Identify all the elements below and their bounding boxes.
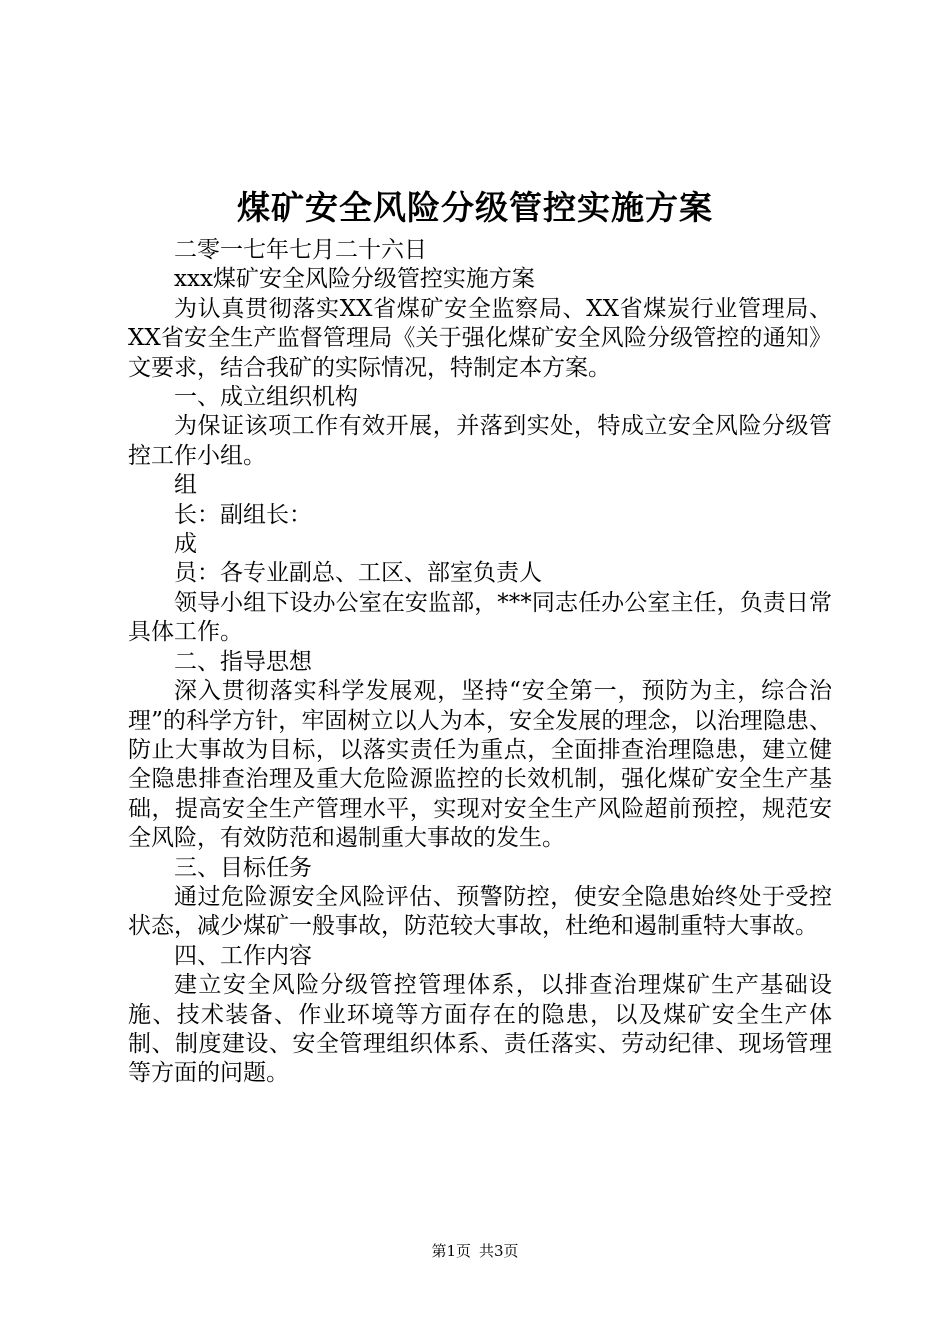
section-heading: 二、指导思想 [174,648,312,675]
document-subtitle: xxx煤矿安全风险分级管控实施方案 [174,266,535,293]
paragraph: 通过危险源安全风险评估、预警防控，使安全隐患始终处于受控状态，减少煤矿一般事故，防范较大事故，杜绝和遏制重特大事故。 [128,883,832,940]
document-date: 二零一七年七月二十六日 [174,237,427,263]
section-heading: 四、工作内容 [174,942,312,969]
document-title: 煤矿安全风险分级管控实施方案 [237,188,713,227]
page-footer [0,1241,950,1261]
page-total: 共3页 [479,1242,519,1260]
section-heading: 一、成立组织机构 [174,384,358,411]
page-number: 第1页 [431,1242,471,1260]
paragraph: 长：副组长： [174,501,312,528]
paragraph: 为保证该项工作有效开展，并落到实处，特成立安全风险分级管控工作小组。 [128,413,832,469]
paragraph: 为认真贯彻落实XX省煤矿安全监察局、XX省煤炭行业管理局、XX省安全生产监督管理局《关于强化煤矿安全风险分级管控的通知》文要求，结合我矿的实际情况，特制定本方案。 [128,295,832,381]
paragraph: 组 [174,472,197,499]
document-body [128,236,832,1089]
section-heading: 三、目标任务 [174,854,312,881]
paragraph: 领导小组下设办公室在安监部，***同志任办公室主任，负责日常具体工作。 [128,589,832,646]
paragraph: 建立安全风险分级管控管理体系，以排查治理煤矿生产基础设施、技术装备、作业环境等方面存在的隐患，以及煤矿安全生产体制、制度建设、安全管理组织体系、责任落实、劳动纪律、现场管理等方面的问题。 [128,972,832,1087]
paragraph: 深入贯彻落实科学发展观，坚持“安全第一，预防为主，综合治理”的科学方针，牢固树立以人为本，安全发展的理念，以治理隐患、防止大事故为目标，以落实责任为重点，全面排查治理隐患，建立健全隐患排查治理及重大危险源监控的长效机制，强化煤矿安全生产基础，提高安全生产管理水平，实现对安全生产风险超前预控，规范安全风险，有效防范和遏制重大事故的发生。 [128,678,832,852]
paragraph: 成 [174,531,197,558]
paragraph: 员：各专业副总、工区、部室负责人 [174,560,542,587]
